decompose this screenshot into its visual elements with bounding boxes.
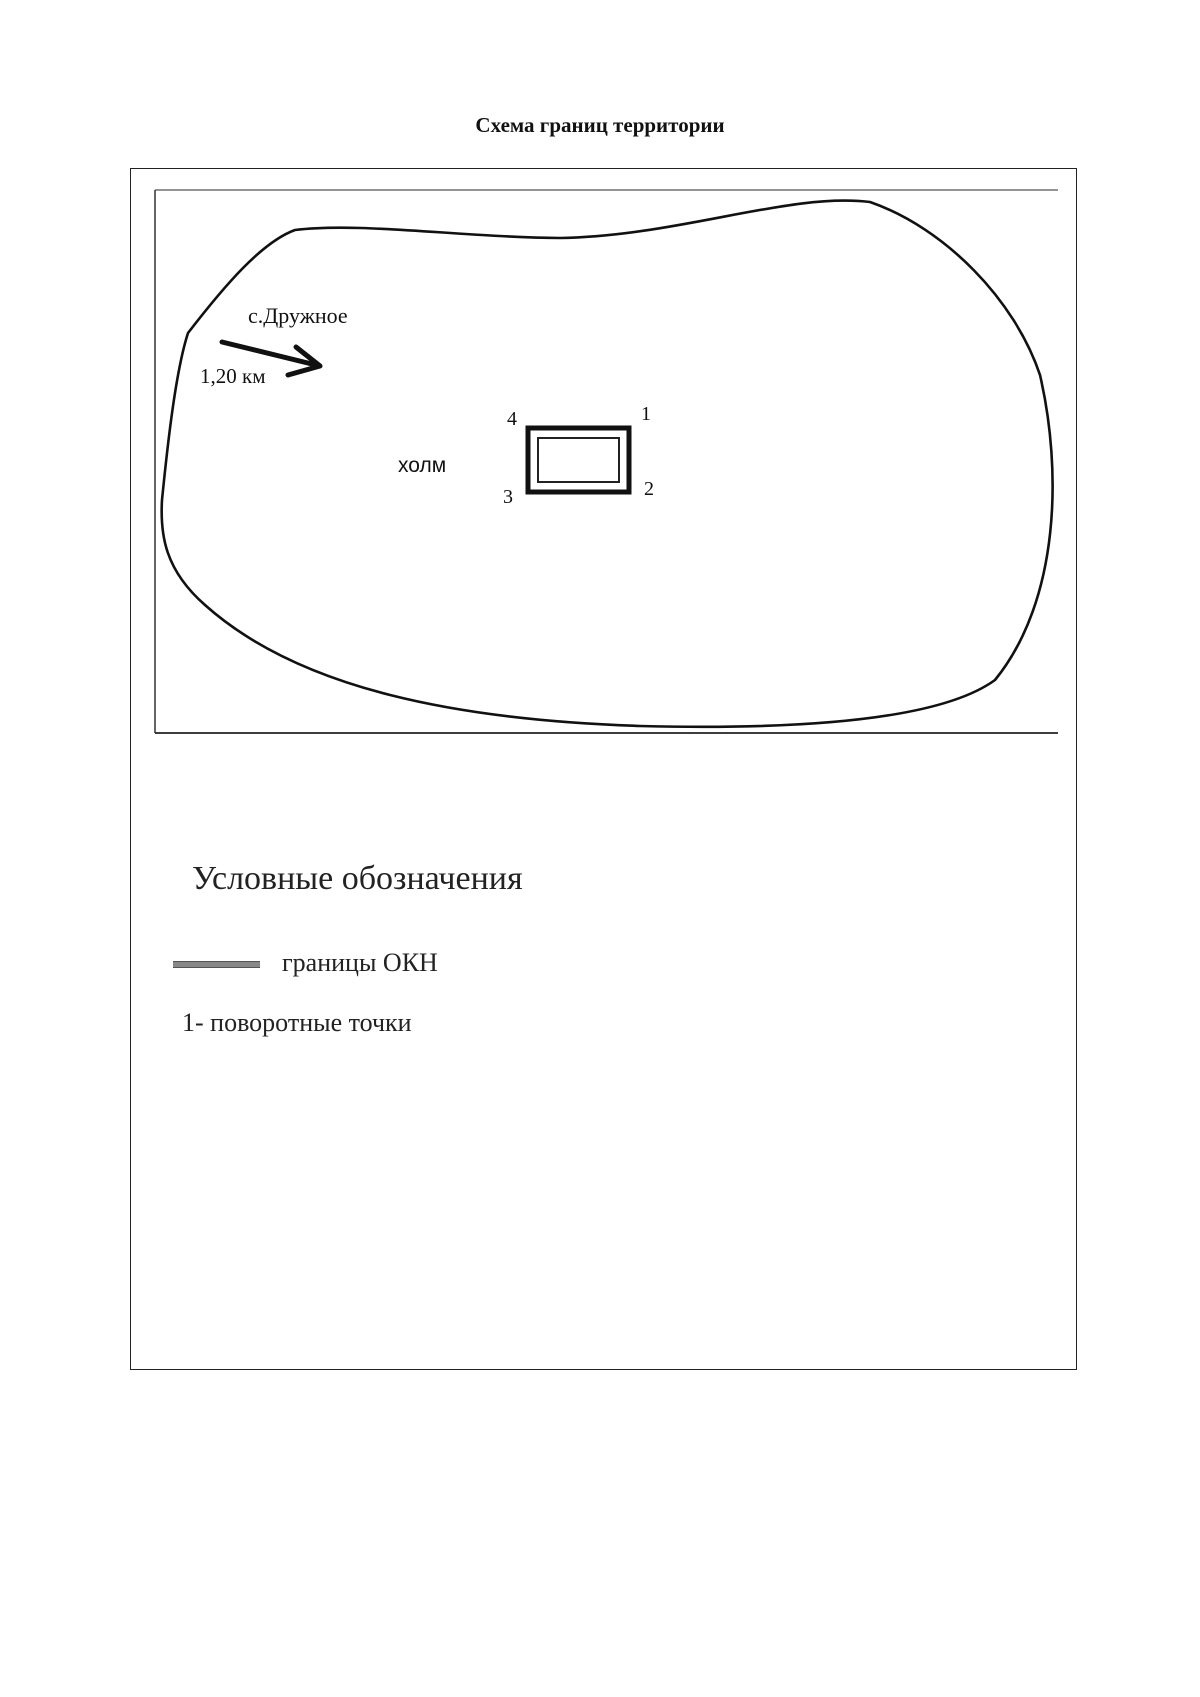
legend-boundary-swatch: [173, 961, 260, 968]
turning-point-3: 3: [503, 486, 513, 508]
hill-label: холм: [398, 454, 447, 477]
legend-boundary-label: границы ОКН: [282, 948, 438, 977]
turning-point-2: 2: [644, 478, 654, 500]
distance-label: 1,20 км: [200, 364, 266, 388]
turning-point-4: 4: [507, 408, 517, 430]
scheme-frame: [130, 168, 1077, 1370]
turning-point-1: 1: [641, 403, 651, 425]
legend-title: Условные обозначения: [192, 860, 523, 897]
settlement-label: с.Дружное: [248, 303, 348, 328]
page-title: Схема границ территории: [475, 113, 725, 137]
legend-turning-points-label: 1- поворотные точки: [182, 1008, 412, 1037]
